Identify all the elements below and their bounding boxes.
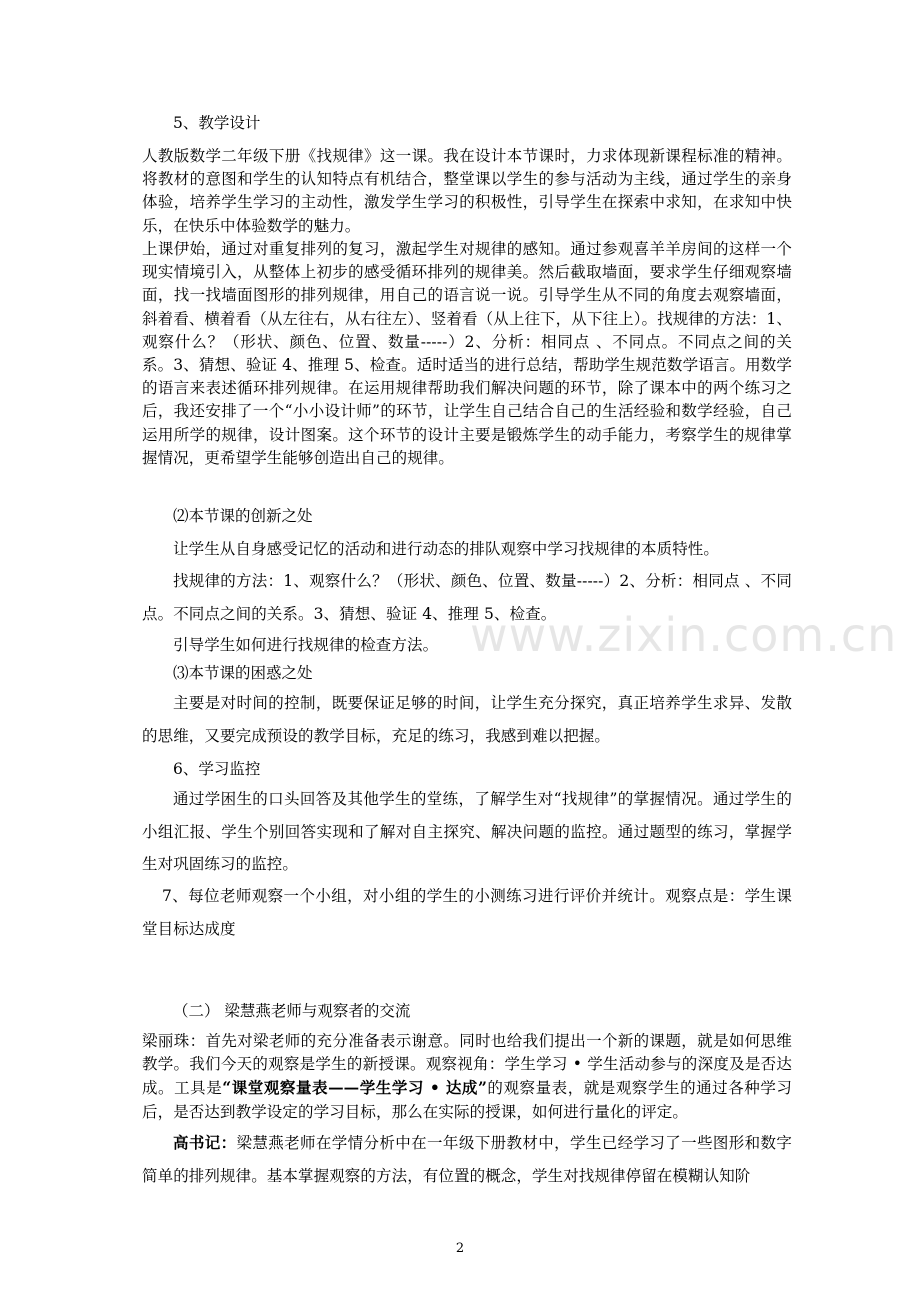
section-6-paragraph-1: 通过学困生的口头回答及其他学生的堂练，了解学生对“找规律”的掌握情况。通过学生的小组汇报、学生个别回答实现和了解对自主探究、解决问题的监控。通过题型的练习，掌握学生对巩固练习的监控。 xyxy=(142,790,792,873)
speaker-name: 高书记： xyxy=(173,1133,237,1152)
observation-tool-name: “课堂观察量表——学生学习 • 达成” xyxy=(222,1078,487,1098)
part-2-paragraph-1 xyxy=(142,1030,792,1124)
watermark: www.zixin.com.cn xyxy=(470,608,898,662)
innovation-paragraph-1: 让学生从自身感受记忆的活动和进行动态的排队观察中学习找规律的本质特性。 xyxy=(173,540,720,558)
innovation-paragraph-2: 找规律的方法：1、观察什么？（形状、颜色、位置、数量-----）2、分析：相同点 、不同点。不同点之间的关系。3、猜想、验证 4、推理 5、检查。 xyxy=(142,572,792,623)
section-5-paragraph-1: 人教版数学二年级下册《找规律》这一课。我在设计本节课时，力求体现新课程标准的精神。将教材的意图和学生的认知特点有机结合，整堂课以学生的参与活动为主线，通过学生的亲身体验，培养学生学习的主动性，激发学生学习的积极性，引导学生在探索中求知，在求知中快乐，在快乐中体验数学的魅力。 xyxy=(142,147,792,235)
section-5-heading: 5、教学设计 xyxy=(173,114,261,132)
confusion-paragraph-1: 主要是对时间的控制，既要保证足够的时间，让学生充分探究，真正培养学生求异、发散的思维，又要完成预设的教学目标，充足的练习，我感到难以把握。 xyxy=(142,694,792,745)
paragraph-text: 首先对梁老师的充分准备表示谢意。同时也给我们提出一个新的课题，就是如何思维教学。我们今天的观察是学生的新授课。观察视角：学生学习 • 学生活动参与的深度及是否达成。工具是 xyxy=(142,1032,793,1098)
innovation-heading: ⑵本节课的创新之处 xyxy=(173,507,313,525)
speaker-name: 梁丽珠： xyxy=(142,1032,206,1050)
paragraph-text: 梁慧燕老师在学情分析中在一年级下册教材中，学生已经学习了一些图形和数字简单的排列规律。基本掌握观察的方法，有位置的概念，学生对找规律停留在模糊认知阶 xyxy=(142,1134,792,1185)
paragraph-text: 的观察量表，就是观察学生的通过各种学习后，是否达到教学设定的学习目标，那么在实际的授课，如何进行量化的评定。 xyxy=(142,1079,792,1121)
part-2-heading: （二） 梁慧燕老师与观察者的交流 xyxy=(173,1002,411,1020)
section-6-heading: 6、学习监控 xyxy=(173,760,261,778)
section-5-paragraph-2: 上课伊始，通过对重复排列的复习，激起学生对规律的感知。通过参观喜羊羊房间的这样一个现实情境引入，从整体上初步的感受循环排列的规律美。然后截取墙面，要求学生仔细观察墙面，找一找墙面图形的排列规律，用自己的语言说一说。引导学生从不同的角度去观察墙面，斜着看、横着看（从左往右，从右往左）、竖着看（从上往下，从下往上）。找规律的方法：1、观察什么？（形状、颜色、位置、数量-----）2、分析：相同点 、不同点。不同点之间的关系。3、猜想、验证 4、推理 5、检查。适时适当的进行总结，帮助学生规范数学语言。用数学的语言来表述循环排列规律。在运用规律帮助我们解决问题的环节，除了课本中的两个练习之后，我还安排了一个“小小设计师”的环节，让学生自己结合自己的生活经验和数学经验，自己运用所学的规律，设计图案。这个环节的设计主要是锻炼学生的动手能力，考察学生的规律掌握情况，更希望学生能够创造出自己的规律。 xyxy=(142,240,792,467)
part-2-paragraph-2 xyxy=(142,1127,792,1192)
section-7-paragraph-1: 7、每位老师观察一个小组，对小组的学生的小测练习进行评价并统计。观察点是：学生课堂目标达成度 xyxy=(142,887,792,938)
page-number: 2 xyxy=(455,1241,465,1256)
confusion-heading: ⑶本节课的困惑之处 xyxy=(173,664,313,682)
innovation-paragraph-3: 引导学生如何进行找规律的检查方法。 xyxy=(173,636,439,654)
